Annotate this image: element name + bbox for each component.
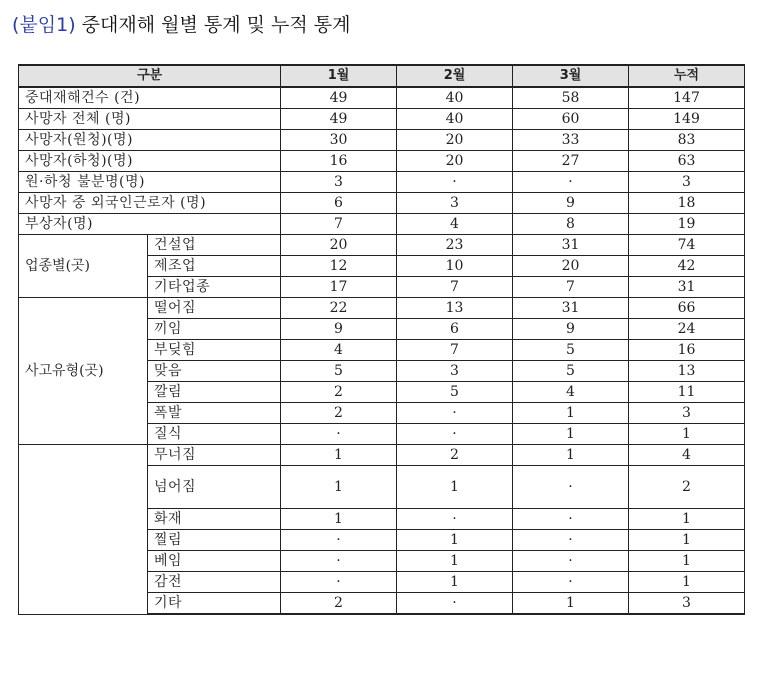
table-cell-value: 22 <box>281 298 397 319</box>
table-cell-value: 3 <box>629 403 745 424</box>
table-cell-value: 33 <box>513 130 629 151</box>
table-cell-value: 1 <box>629 551 745 572</box>
table-cell-value: 4 <box>513 382 629 403</box>
table-cell-value: 42 <box>629 256 745 277</box>
table-cell-value: 1 <box>629 572 745 593</box>
table-cell-value: 1 <box>281 509 397 530</box>
sub-row-label: 감전 <box>148 572 281 593</box>
table-cell-value: 16 <box>281 151 397 172</box>
table-cell-value: 1 <box>281 466 397 509</box>
sub-row-label: 기타 <box>148 593 281 615</box>
table-cell-value: 2 <box>281 403 397 424</box>
table-cell-value: 31 <box>513 235 629 256</box>
table-cell-value: 31 <box>513 298 629 319</box>
table-cell-value: · <box>397 403 513 424</box>
page-title <box>12 12 350 38</box>
table-cell-value: 1 <box>513 593 629 615</box>
table-cell-value: 58 <box>513 87 629 109</box>
table-cell-value: · <box>281 424 397 445</box>
table-cell-value: · <box>397 424 513 445</box>
table-cell-value: 30 <box>281 130 397 151</box>
table-cell-value: 2 <box>397 445 513 466</box>
sub-row-label: 건설업 <box>148 235 281 256</box>
table-cell-value: 40 <box>397 109 513 130</box>
header-feb: 2월 <box>397 65 513 87</box>
table-cell-value: 1 <box>397 530 513 551</box>
table-cell-value: 17 <box>281 277 397 298</box>
table-cell-value: 2 <box>629 466 745 509</box>
table-cell-value: 2 <box>281 382 397 403</box>
table-cell-value: 16 <box>629 340 745 361</box>
table-cell-value: 74 <box>629 235 745 256</box>
table-cell-value: 13 <box>397 298 513 319</box>
table-row <box>19 172 745 193</box>
table-cell-value: · <box>513 572 629 593</box>
table-cell-value: 20 <box>397 130 513 151</box>
table-cell-value: · <box>281 551 397 572</box>
table-cell-value: 3 <box>397 193 513 214</box>
table-cell-value: 1 <box>397 572 513 593</box>
row-label: 부상자(명) <box>19 214 281 235</box>
sub-row-label: 제조업 <box>148 256 281 277</box>
table-cell-value: · <box>281 572 397 593</box>
table-cell-value: 3 <box>281 172 397 193</box>
table-cell-value: 7 <box>513 277 629 298</box>
table-cell-value: 20 <box>397 151 513 172</box>
table-cell-value: 9 <box>513 193 629 214</box>
sub-row-label: 깔림 <box>148 382 281 403</box>
table-cell-value: 3 <box>629 593 745 615</box>
sub-row-label: 화재 <box>148 509 281 530</box>
row-label: 사망자(하청)(명) <box>19 151 281 172</box>
table-cell-value: 1 <box>513 445 629 466</box>
table-cell-value: · <box>397 509 513 530</box>
table-cell-value: 6 <box>397 319 513 340</box>
sub-row-label: 넘어짐 <box>148 466 281 509</box>
table-row <box>19 235 745 256</box>
table-row <box>19 193 745 214</box>
table-cell-value: 1 <box>629 424 745 445</box>
table-cell-value: 5 <box>513 361 629 382</box>
table-cell-value: 7 <box>281 214 397 235</box>
table-cell-value: 1 <box>397 551 513 572</box>
table-cell-value: 7 <box>397 277 513 298</box>
table-cell-value: 19 <box>629 214 745 235</box>
row-label: 사망자(원청)(명) <box>19 130 281 151</box>
table-cell-value: 9 <box>513 319 629 340</box>
table-cell-value: 3 <box>397 361 513 382</box>
table-cell-value: 1 <box>629 530 745 551</box>
table-body <box>19 87 745 614</box>
table-cell-value: 9 <box>281 319 397 340</box>
row-label: 중대재해건수 (건) <box>19 87 281 109</box>
header-jan: 1월 <box>281 65 397 87</box>
table-row <box>19 151 745 172</box>
table-cell-value: · <box>513 551 629 572</box>
table-cell-value: 5 <box>513 340 629 361</box>
table-cell-value: 6 <box>281 193 397 214</box>
table-cell-value: 60 <box>513 109 629 130</box>
group-label-accident-type: 사고유형(곳) <box>19 298 148 445</box>
table-cell-value: 11 <box>629 382 745 403</box>
table-cell-value: 1 <box>513 403 629 424</box>
title-text: 중대재해 월별 통계 및 누적 통계 <box>81 14 351 36</box>
row-label: 원·하청 불분명(명) <box>19 172 281 193</box>
table-cell-value: 31 <box>629 277 745 298</box>
header-row <box>19 65 745 87</box>
table-cell-value: 12 <box>281 256 397 277</box>
attachment-tag: (붙임1) <box>12 14 76 36</box>
table-cell-value: · <box>513 172 629 193</box>
table-cell-value: 5 <box>281 361 397 382</box>
table-row <box>19 109 745 130</box>
sub-row-label: 끼임 <box>148 319 281 340</box>
table-cell-value: · <box>513 466 629 509</box>
table-cell-value: 2 <box>281 593 397 615</box>
sub-row-label: 폭발 <box>148 403 281 424</box>
table-cell-value: 27 <box>513 151 629 172</box>
table-cell-value: 13 <box>629 361 745 382</box>
table-cell-value: · <box>281 530 397 551</box>
group-label-empty <box>19 445 148 615</box>
table-row <box>19 214 745 235</box>
table-cell-value: · <box>513 530 629 551</box>
table-cell-value: 147 <box>629 87 745 109</box>
table-cell-value: 20 <box>281 235 397 256</box>
table-cell-value: 40 <box>397 87 513 109</box>
row-label: 사망자 전체 (명) <box>19 109 281 130</box>
header-category: 구분 <box>19 65 281 87</box>
table-cell-value: 83 <box>629 130 745 151</box>
sub-row-label: 무너짐 <box>148 445 281 466</box>
table-cell-value: 5 <box>397 382 513 403</box>
header-cumulative: 누적 <box>629 65 745 87</box>
table-cell-value: 18 <box>629 193 745 214</box>
table-cell-value: 10 <box>397 256 513 277</box>
table-cell-value: 49 <box>281 87 397 109</box>
table-cell-value: 149 <box>629 109 745 130</box>
group-label-industry: 업종별(곳) <box>19 235 148 298</box>
table-cell-value: 1 <box>513 424 629 445</box>
table-cell-value: · <box>397 593 513 615</box>
table-cell-value: 1 <box>397 466 513 509</box>
table-cell-value: · <box>513 509 629 530</box>
header-mar: 3월 <box>513 65 629 87</box>
table-cell-value: 20 <box>513 256 629 277</box>
table-cell-value: 7 <box>397 340 513 361</box>
table-cell-value: 23 <box>397 235 513 256</box>
table-row <box>19 298 745 319</box>
table-cell-value: 63 <box>629 151 745 172</box>
table-cell-value: 1 <box>281 445 397 466</box>
table-cell-value: 66 <box>629 298 745 319</box>
table-row <box>19 445 745 466</box>
table-cell-value: 3 <box>629 172 745 193</box>
stats-table <box>18 64 745 615</box>
row-label: 사망자 중 외국인근로자 (명) <box>19 193 281 214</box>
table-cell-value: 49 <box>281 109 397 130</box>
sub-row-label: 떨어짐 <box>148 298 281 319</box>
sub-row-label: 맞음 <box>148 361 281 382</box>
table-cell-value: 1 <box>629 509 745 530</box>
table-cell-value: · <box>397 172 513 193</box>
sub-row-label: 기타업종 <box>148 277 281 298</box>
table-cell-value: 24 <box>629 319 745 340</box>
sub-row-label: 질식 <box>148 424 281 445</box>
table-cell-value: 4 <box>629 445 745 466</box>
table-row <box>19 87 745 109</box>
table-cell-value: 8 <box>513 214 629 235</box>
sub-row-label: 부딪힘 <box>148 340 281 361</box>
table-cell-value: 4 <box>397 214 513 235</box>
table-row <box>19 130 745 151</box>
sub-row-label: 베임 <box>148 551 281 572</box>
sub-row-label: 찔림 <box>148 530 281 551</box>
table-cell-value: 4 <box>281 340 397 361</box>
